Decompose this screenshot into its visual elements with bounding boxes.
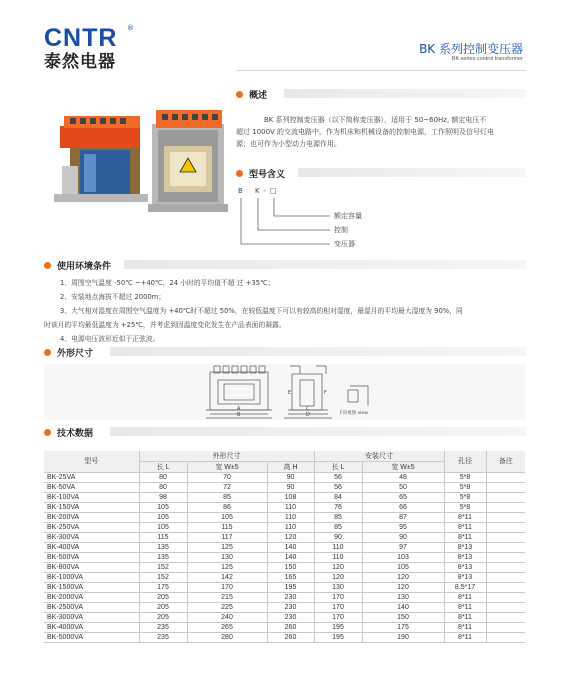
cell-width: 85 (187, 493, 267, 503)
overview-text (236, 114, 528, 150)
cell-note (486, 513, 525, 523)
cell-note (486, 573, 525, 583)
cell-note (486, 523, 525, 533)
cell-install-width: 190 (362, 633, 444, 643)
cell-width: 240 (187, 613, 267, 623)
environment-item: 3、大气相对湿度在周围空气温度为 +40℃时不超过 50%，在较低温度下可以有较高的相对湿度，最湿月的平均最大湿度为 90%，同 (60, 307, 463, 315)
cell-height: 110 (267, 513, 314, 523)
cell-width: 170 (187, 583, 267, 593)
cell-length: 80 (139, 473, 187, 483)
cell-length: 98 (139, 493, 187, 503)
cell-width: 265 (187, 623, 267, 633)
cell-hole: 8*11 (444, 593, 486, 603)
page-title: BK 系列控制变压器 (419, 42, 523, 56)
cell-install-length: 120 (314, 563, 362, 573)
cell-model: BK-4000VA (44, 623, 139, 633)
header-note: 备注 (486, 451, 525, 473)
table-row (44, 503, 525, 513)
cell-install-length: 90 (314, 533, 362, 543)
overview-line: 源；也可作为小型动力电源作用。 (236, 140, 341, 148)
product-photo (44, 106, 230, 218)
table-row (44, 603, 525, 613)
dim-label-e: E (288, 390, 292, 396)
cell-install-width: 120 (362, 573, 444, 583)
dim-label-f: F (324, 390, 327, 396)
label-rated-capacity: 额定容量 (334, 212, 362, 220)
tech-data-table (44, 451, 525, 643)
bullet-icon (236, 170, 243, 177)
cell-install-length: 170 (314, 603, 362, 613)
section-tech-heading (44, 426, 93, 439)
table-row (44, 523, 525, 533)
cell-install-length: 85 (314, 513, 362, 523)
bullet-icon (44, 262, 51, 269)
cell-install-length: 195 (314, 633, 362, 643)
cell-hole: 5*8 (444, 483, 486, 493)
cell-model: BK-100VA (44, 493, 139, 503)
cell-height: 230 (267, 603, 314, 613)
cell-install-width: 65 (362, 493, 444, 503)
header-hole: 孔径 (444, 451, 486, 473)
table-row (44, 633, 525, 643)
cell-install-length: 120 (314, 573, 362, 583)
cell-hole: 8*13 (444, 563, 486, 573)
cell-height: 165 (267, 573, 314, 583)
table-header-row (44, 451, 525, 462)
cell-hole: 8.5*17 (444, 583, 486, 593)
cell-install-width: 87 (362, 513, 444, 523)
cell-hole: 5*8 (444, 473, 486, 483)
cell-height: 90 (267, 473, 314, 483)
overview-heading-label: 概述 (249, 91, 268, 101)
table-row (44, 513, 525, 523)
cell-note (486, 563, 525, 573)
cell-install-length: 84 (314, 493, 362, 503)
table-row (44, 623, 525, 633)
cell-hole: 8*11 (444, 603, 486, 613)
cell-length: 152 (139, 573, 187, 583)
cell-note (486, 613, 525, 623)
cell-install-length: 170 (314, 613, 362, 623)
cell-height: 230 (267, 613, 314, 623)
label-control: 控制 (334, 226, 348, 234)
cell-length: 105 (139, 523, 187, 533)
cell-length: 205 (139, 613, 187, 623)
cell-hole: 8*11 (444, 633, 486, 643)
cell-model: BK-1000VA (44, 573, 139, 583)
cell-length: 205 (139, 593, 187, 603)
brand-logo (44, 24, 134, 72)
cell-width: 280 (187, 633, 267, 643)
cell-model: BK-800VA (44, 563, 139, 573)
cell-model: BK-150VA (44, 503, 139, 513)
cell-length: 152 (139, 563, 187, 573)
label-transformer: 变压器 (334, 240, 355, 248)
cell-width: 215 (187, 593, 267, 603)
transformer-side-image (148, 110, 228, 212)
cell-length: 105 (139, 513, 187, 523)
cell-install-width: 97 (362, 543, 444, 553)
section-overview-heading (236, 88, 267, 101)
header-height: 高 H (267, 462, 314, 473)
cell-hole: 8*11 (444, 623, 486, 633)
registered-mark: ® (127, 24, 134, 32)
section-bar (110, 347, 526, 356)
cell-install-width: 95 (362, 523, 444, 533)
table-row (44, 483, 525, 493)
cell-note (486, 583, 525, 593)
cell-note (486, 553, 525, 563)
cell-install-length: 76 (314, 503, 362, 513)
cell-height: 230 (267, 593, 314, 603)
cell-install-length: 110 (314, 543, 362, 553)
header-length: 长 L (139, 462, 187, 473)
cell-model: BK-300VA (44, 533, 139, 543)
cell-install-length: 85 (314, 523, 362, 533)
cell-length: 135 (139, 553, 187, 563)
cell-install-length: 56 (314, 483, 362, 493)
dimension-drawing (44, 364, 525, 420)
model-code-dash: - (263, 187, 266, 195)
header-model: 型号 (44, 451, 139, 473)
section-bar (124, 260, 526, 269)
cell-note (486, 493, 525, 503)
dim-label-a: A (237, 406, 241, 412)
cell-hole: 5*8 (444, 503, 486, 513)
header-install-dim: 安装尺寸 (314, 451, 444, 462)
environment-list (44, 276, 528, 346)
overview-line: 超过 1000V 的交流电路中。作为机床和机械设备的控制电源，工作照明及信号灯电 (236, 128, 495, 136)
model-diagram-lines (236, 196, 336, 250)
cell-install-length: 195 (314, 623, 362, 633)
cell-height: 260 (267, 623, 314, 633)
cell-width: 70 (187, 473, 267, 483)
cell-note (486, 593, 525, 603)
cell-install-width: 130 (362, 593, 444, 603)
section-dimensions-heading (44, 346, 93, 359)
cell-hole: 8*13 (444, 553, 486, 563)
cell-height: 260 (267, 633, 314, 643)
table-row (44, 493, 525, 503)
section-bar (110, 427, 526, 436)
dim-label-d: D (306, 412, 310, 418)
environment-item: 1、周围空气温度 -50℃ ~+40℃，24 小时的平均值不超 过 +35℃； (60, 279, 275, 287)
cell-width: 72 (187, 483, 267, 493)
cell-width: 125 (187, 543, 267, 553)
cell-width: 105 (187, 513, 267, 523)
model-heading-label: 型号含义 (249, 170, 286, 180)
cell-width: 142 (187, 573, 267, 583)
cell-hole: 8*13 (444, 573, 486, 583)
table-row (44, 613, 525, 623)
cell-length: 235 (139, 623, 187, 633)
cell-length: 80 (139, 483, 187, 493)
header-width: 宽 W±5 (187, 462, 267, 473)
cell-length: 205 (139, 603, 187, 613)
cell-note (486, 623, 525, 633)
cell-note (486, 503, 525, 513)
section-bar (284, 89, 526, 98)
logo-chinese: 泰然电器 (44, 52, 116, 72)
cell-note (486, 543, 525, 553)
cell-height: 120 (267, 533, 314, 543)
environment-heading-label: 使用环境条件 (57, 262, 112, 272)
dim-label-c: C (306, 406, 310, 412)
table-row (44, 583, 525, 593)
cell-install-length: 130 (314, 583, 362, 593)
cell-height: 140 (267, 543, 314, 553)
cell-note (486, 633, 525, 643)
table-row (44, 573, 525, 583)
cell-install-width: 90 (362, 533, 444, 543)
cell-note (486, 473, 525, 483)
dim-label-b: B (237, 412, 241, 418)
cell-model: BK-5000VA (44, 633, 139, 643)
cell-model: BK-400VA (44, 543, 139, 553)
cell-hole: 8*11 (444, 513, 486, 523)
cell-install-width: 120 (362, 583, 444, 593)
cell-model: BK-50VA (44, 483, 139, 493)
overview-line: BK 系列控制变压器（以下简称变压器），适用于 50~60Hz, 额定电压不 (264, 116, 487, 124)
table-row (44, 563, 525, 573)
cell-height: 110 (267, 503, 314, 513)
table-row (44, 553, 525, 563)
table-row (44, 543, 525, 553)
dimensions-heading-label: 外形尺寸 (57, 349, 94, 359)
cell-hole: 8*11 (444, 613, 486, 623)
table-row (44, 473, 525, 483)
cell-note (486, 483, 525, 493)
bullet-icon (44, 349, 51, 356)
cell-install-length: 110 (314, 553, 362, 563)
environment-item: 2、安装地点海拔不超过 2000m； (60, 293, 166, 301)
view-label: F向视图 view (340, 411, 368, 416)
cell-hole: 8*13 (444, 543, 486, 553)
cell-hole: 8*11 (444, 523, 486, 533)
environment-item: 4、电源电压波形近似于正弦波。 (60, 335, 160, 343)
cell-height: 195 (267, 583, 314, 593)
cell-model: BK-1500VA (44, 583, 139, 593)
cell-model: BK-250VA (44, 523, 139, 533)
cell-model: BK-3000VA (44, 613, 139, 623)
cell-install-width: 103 (362, 553, 444, 563)
model-code-b: B (238, 187, 243, 195)
cell-model: BK-25VA (44, 473, 139, 483)
cell-length: 175 (139, 583, 187, 593)
cell-note (486, 603, 525, 613)
cell-install-length: 170 (314, 593, 362, 603)
cell-note (486, 533, 525, 543)
cell-install-width: 175 (362, 623, 444, 633)
cell-height: 110 (267, 523, 314, 533)
cell-model: BK-500VA (44, 553, 139, 563)
cell-model: BK-2500VA (44, 603, 139, 613)
environment-item: 时该月的平均最低温度为 +25℃，并考虑到因温度变化发生在产品表面的凝露。 (44, 321, 286, 329)
cell-width: 86 (187, 503, 267, 513)
cell-install-width: 105 (362, 563, 444, 573)
header-install-length: 长 L (314, 462, 362, 473)
cell-model: BK-2000VA (44, 593, 139, 603)
cell-hole: 5*8 (444, 493, 486, 503)
tech-heading-label: 技术数据 (57, 429, 94, 439)
header-divider (236, 70, 526, 71)
cell-width: 125 (187, 563, 267, 573)
section-model-heading (236, 167, 285, 180)
cell-length: 115 (139, 533, 187, 543)
model-code-k: K (255, 187, 260, 195)
cell-length: 235 (139, 633, 187, 643)
cell-model: BK-200VA (44, 513, 139, 523)
cell-install-width: 48 (362, 473, 444, 483)
cell-height: 108 (267, 493, 314, 503)
cell-install-width: 66 (362, 503, 444, 513)
cell-install-width: 150 (362, 613, 444, 623)
section-bar (298, 168, 526, 177)
bullet-icon (44, 429, 51, 436)
model-code-box: □ (270, 187, 277, 195)
table-row (44, 533, 525, 543)
cell-height: 150 (267, 563, 314, 573)
cell-length: 135 (139, 543, 187, 553)
header-install-width: 宽 W±5 (362, 462, 444, 473)
cell-install-width: 140 (362, 603, 444, 613)
cell-install-width: 50 (362, 483, 444, 493)
page-subtitle: BK series control transformer (451, 56, 523, 62)
cell-install-length: 56 (314, 473, 362, 483)
cell-length: 105 (139, 503, 187, 513)
table-row (44, 593, 525, 603)
cell-hole: 8*11 (444, 533, 486, 543)
bullet-icon (236, 91, 243, 98)
cell-width: 225 (187, 603, 267, 613)
header-outer-dim: 外形尺寸 (139, 451, 314, 462)
section-environment-heading (44, 259, 111, 272)
cell-height: 90 (267, 483, 314, 493)
logo-english: CNTR (44, 24, 118, 52)
cell-height: 140 (267, 553, 314, 563)
cell-width: 115 (187, 523, 267, 533)
dimension-drawing-panel (44, 364, 525, 420)
cell-width: 130 (187, 553, 267, 563)
transformer-front-image (54, 116, 148, 202)
cell-width: 117 (187, 533, 267, 543)
